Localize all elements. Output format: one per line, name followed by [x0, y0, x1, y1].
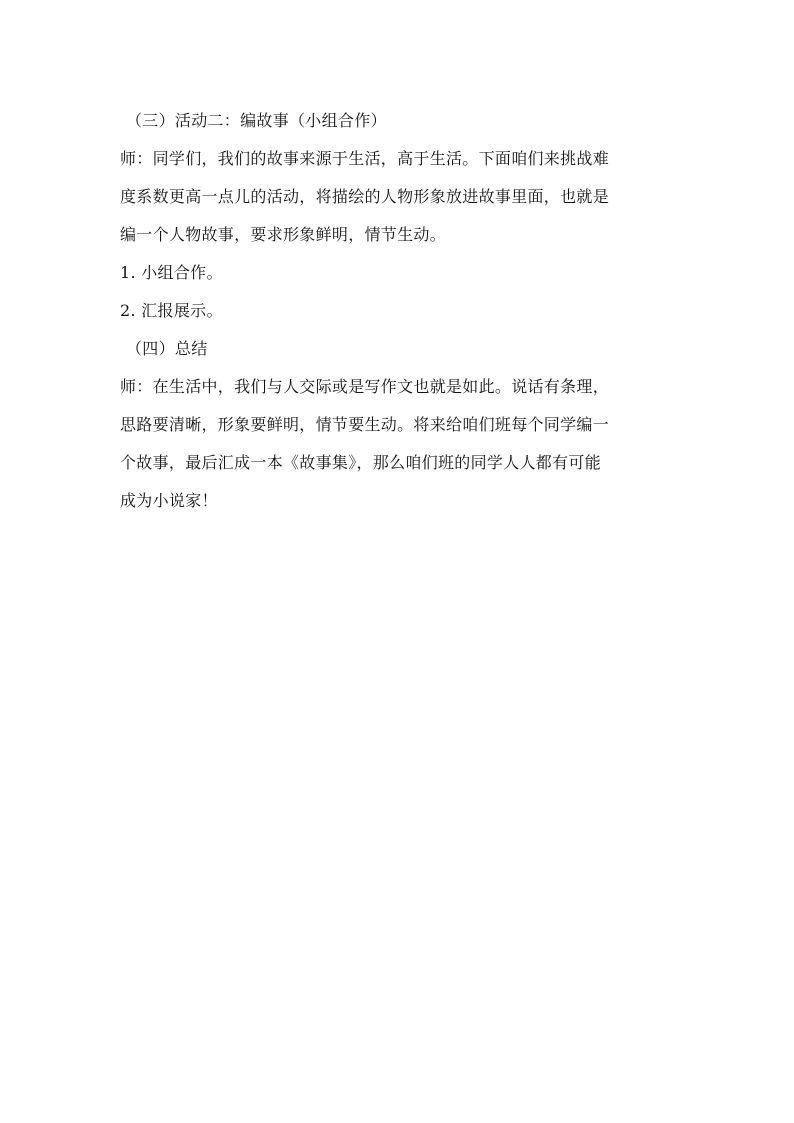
paragraph-line: 度系数更高一点儿的活动，将描绘的人物形象放进故事里面，也就是 [120, 187, 610, 206]
paragraph-line: 师：在生活中，我们与人交际或是写作文也就是如此。说话有条理， [120, 377, 610, 396]
section-heading-activity2: （三）活动二：编故事（小组合作） [126, 111, 387, 130]
list-item: 2. 汇报展示。 [120, 301, 223, 320]
paragraph-line: 成为小说家！ [120, 491, 218, 510]
section-heading-summary: （四）总结 [126, 339, 208, 358]
paragraph-line: 思路要清晰，形象要鲜明，情节要生动。将来给咱们班每个同学编一 [120, 415, 610, 434]
list-item: 1. 小组合作。 [120, 263, 223, 282]
paragraph-line: 师：同学们，我们的故事来源于生活，高于生活。下面咱们来挑战难 [120, 149, 610, 168]
document-body [120, 102, 682, 520]
paragraph-line: 个故事，最后汇成一本《故事集》，那么咱们班的同学人人都有可能 [120, 453, 602, 472]
paragraph-line: 编一个人物故事，要求形象鲜明，情节生动。 [120, 225, 447, 244]
